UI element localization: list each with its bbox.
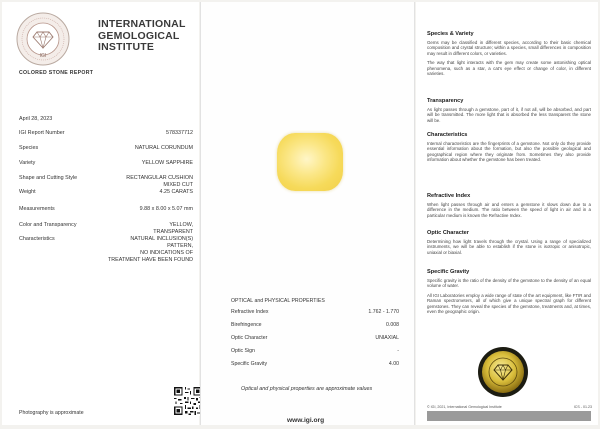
row-label: Color and Transparency — [19, 222, 77, 228]
optical-properties-title: OPTICAL and PHYSICAL PROPERTIES — [231, 298, 325, 304]
row-value: NATURAL CORUNDUM — [134, 145, 193, 151]
institute-line: INSTITUTE — [98, 41, 155, 53]
row-label: Shape and Cutting Style — [19, 175, 78, 181]
website-link[interactable]: www.igi.org — [287, 417, 325, 424]
section-transparency — [427, 98, 591, 127]
qr-code[interactable] — [173, 386, 203, 416]
section-title: Specific Gravity — [427, 269, 470, 275]
section-text: Internal characteristics are the fingerprints of a gemstone. Not only do they provide essential information about the formation, but also the possible geological and geographical region where they originate from. Sometimes they also provide information about whether the gemstone has been treated. — [427, 141, 591, 163]
section-optic-character — [427, 230, 591, 259]
middle-panel: OPTICAL and PHYSICAL PROPERTIES Refractive Index 1.762 - 1.770 Birefringence 0.008 Optic Character UNIAXIAL Optic Sign - Specific Gravity 4.00 Optical and physical properties are approximate values www.igi.org — [200, 2, 415, 425]
institute-line: INTERNATIONAL — [98, 18, 186, 30]
section-text: When light passes through air and enters a gemstone it slows down due to a difference in the medium. The ratio between the speed of light in air and in a particular medium is known the Refractive Index. — [427, 202, 591, 218]
row-label: Weight — [19, 189, 36, 195]
section-refractive-index — [427, 193, 591, 222]
section-text: Determining how light travels through the crystal. Using a range of specialized instruments, we will be able to establish if the stone is isotropic or anisotropic, uniaxial or biaxial. — [427, 239, 591, 255]
report-title: COLORED STONE REPORT — [19, 70, 94, 76]
form-code: ICS - 01.23 — [573, 405, 592, 409]
section-text: As light passes through a gemstone, part of it, if not all, will be absorbed, and part will be transmitted. The more light that is absorbed the less transparent the stone will be. — [427, 107, 591, 123]
left-panel — [2, 2, 199, 425]
section-title: Refractive Index — [427, 193, 471, 199]
security-fine-print-strip — [427, 411, 591, 421]
seal-text: IGI — [39, 53, 47, 59]
section-species-variety — [427, 31, 591, 80]
row-label: Variety — [19, 160, 36, 166]
igi-seal-logo — [16, 12, 70, 66]
row-value: 9.88 x 8.00 x 5.07 mm — [139, 206, 193, 212]
row-value: YELLOW SAPPHIRE — [141, 160, 193, 166]
section-title: Species & Variety — [427, 31, 474, 37]
institute-name — [98, 19, 186, 54]
row-label: Species — [19, 145, 39, 151]
gemstone-photo — [277, 133, 343, 191]
report-date: April 28, 2023 — [19, 116, 53, 122]
row-value: NATURAL INCLUSION(S) PATTERN, NO INDICATIONS OF TREATMENT HAVE BEEN FOUND — [107, 236, 193, 263]
row-value: RECTANGULAR CUSHION MIXED CUT — [126, 175, 193, 188]
row-value: 4.25 CARATS — [159, 189, 193, 195]
section-text: Gems may be classified in different species, according to their basic chemical composition and crystal structure; within a species, small differences in composition may result in different colors, or varieties. — [427, 40, 591, 56]
institute-line: GEMOLOGICAL — [98, 29, 180, 42]
row-value: YELLOW, TRANSPARENT — [153, 222, 193, 235]
section-title: Optic Character — [427, 230, 469, 236]
right-panel — [416, 2, 598, 425]
row-label: IGI Report Number — [19, 130, 65, 136]
section-title: Characteristics — [427, 132, 468, 138]
section-specific-gravity — [427, 269, 591, 318]
gold-hologram-seal — [477, 346, 529, 398]
copyright: © IGI, 2021, International Gemological Institute — [427, 405, 502, 409]
row-label: Characteristics — [19, 236, 55, 242]
section-text: All IGI Laboratories employ a wide range of state of the art equipment, like FTIR and Raman spectrometers, all of which give a unique spectral graph for different gemstones. They can reveal the species of the gemstone, treatments and, at times, even the geographic origin. — [427, 292, 591, 315]
section-characteristics — [427, 132, 591, 167]
row-label: Measurements — [19, 206, 55, 212]
photo-note: Photography is approximate — [19, 410, 84, 416]
row-value: 578337712 — [166, 130, 193, 136]
optical-note: Optical and physical properties are approximate values — [241, 386, 373, 392]
section-text: Specific gravity is the ratio of the density of the gemstone to the density of an equal volume of water. — [427, 278, 591, 289]
yellow-sapphire-image — [277, 133, 343, 191]
section-text: The way that light interacts with the gem may create some astonishing optical phenomena, such as a star, a cat's eye effect or change of color, in different varieties. — [427, 60, 591, 77]
section-title: Transparency — [427, 98, 464, 104]
